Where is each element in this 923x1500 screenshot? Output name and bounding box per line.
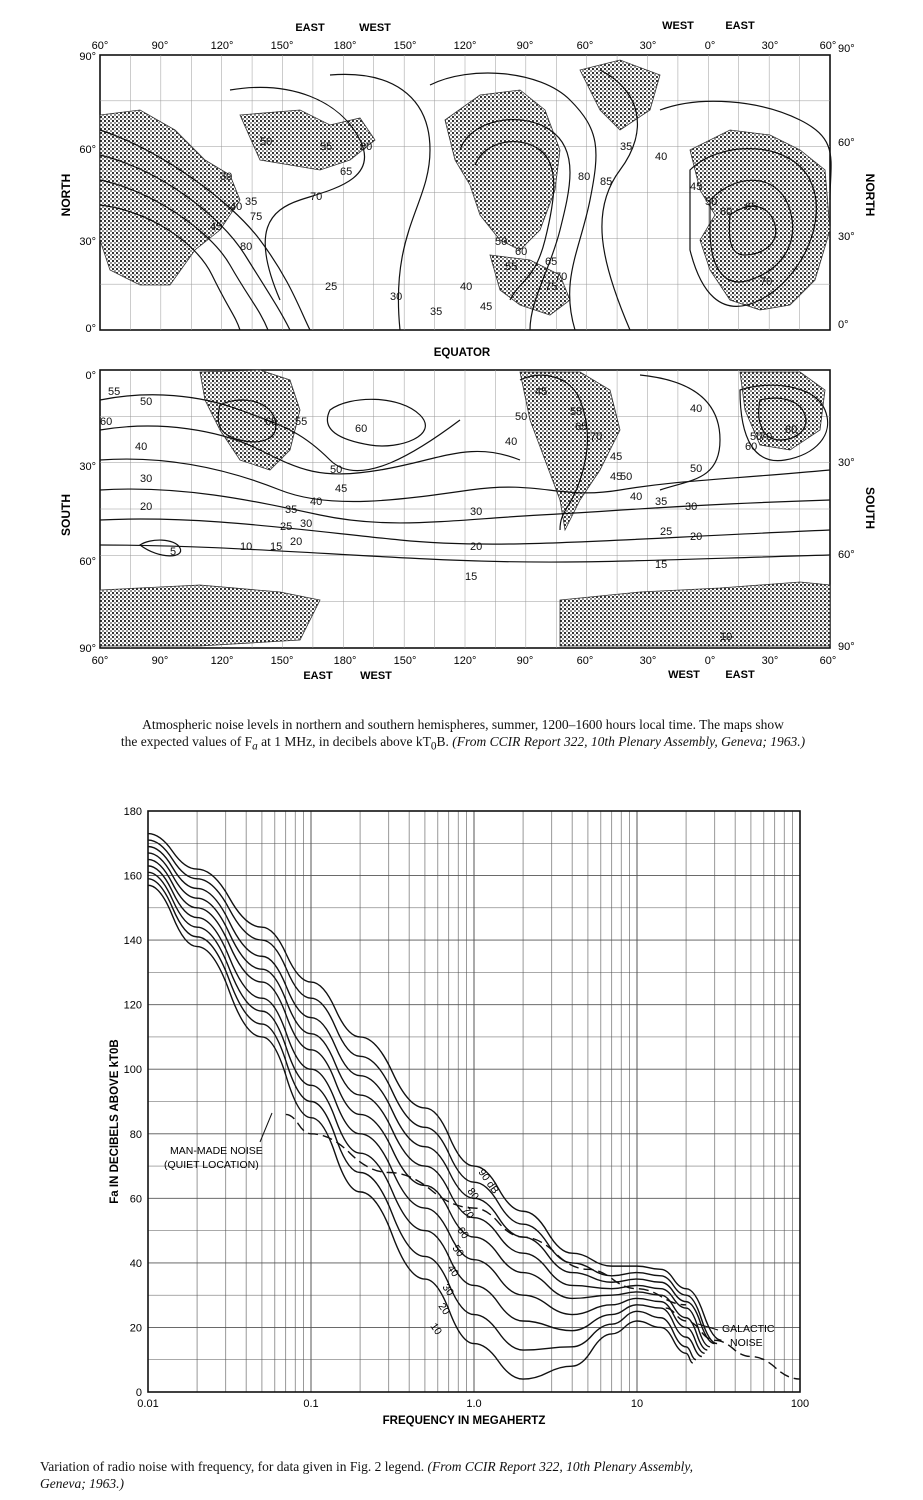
- bottom-longitude-label: 60°: [91, 655, 109, 667]
- north-latitude-label-right: 60°: [838, 137, 855, 149]
- north-label-left: NORTH: [59, 173, 73, 217]
- west-label: WEST: [359, 22, 391, 34]
- south-contour-label: 80: [785, 424, 798, 436]
- chart-caption-line1: Variation of radio noise with frequency, for data given in Fig. 2 legend. (From CCIR Report 322, 10th Plenary Assembly,: [40, 1459, 694, 1474]
- curve-label: 80: [464, 1185, 482, 1203]
- landmass: [100, 110, 243, 285]
- south-contour-label: 15: [270, 541, 283, 553]
- south-contour-label: 30: [140, 473, 153, 485]
- south-label-left: SOUTH: [59, 494, 73, 536]
- south-contour-label: 40: [630, 491, 643, 503]
- south-latitude-label-right: 90°: [838, 641, 855, 653]
- south-contour-label: 45: [535, 386, 548, 398]
- north-contour-label: 40: [655, 151, 668, 163]
- curve-label: 50: [449, 1242, 467, 1260]
- bottom-longitude-label: 90°: [151, 655, 169, 667]
- curve-label: 90 dB: [475, 1166, 502, 1197]
- north-contour-label: 35: [430, 306, 443, 318]
- curve-label: 40: [444, 1262, 462, 1280]
- curve-label: 20: [435, 1300, 453, 1318]
- east-label: EAST: [303, 670, 333, 682]
- top-longitude-label: 30°: [761, 40, 779, 52]
- top-longitude-label: 120°: [453, 40, 477, 52]
- north-label-right: NORTH: [863, 173, 877, 217]
- north-contour-label: 60: [515, 246, 528, 258]
- y-tick-label: 60: [129, 1193, 142, 1206]
- landmass: [100, 585, 320, 646]
- y-tick-label: 140: [123, 935, 142, 948]
- north-contour-label: 75: [545, 281, 558, 293]
- top-longitude-label: 90°: [151, 40, 169, 52]
- north-contour-label: 65: [545, 256, 558, 268]
- bottom-longitude-label: 150°: [270, 655, 294, 667]
- map-caption: [18, 716, 908, 756]
- west-label: WEST: [668, 669, 700, 681]
- top-longitude-label: 30°: [639, 40, 657, 52]
- top-longitude-label: 60°: [91, 40, 109, 52]
- x-tick-label: 0.1: [303, 1398, 319, 1410]
- south-contour-label: 40: [135, 441, 148, 453]
- south-contour-label: 60: [265, 416, 278, 428]
- north-contour-label: 60: [360, 141, 373, 153]
- north-contour-label: 35: [245, 196, 258, 208]
- north-contour-label: 40: [230, 201, 243, 213]
- south-contour-label: 50: [330, 464, 343, 476]
- south-contour-label: 30: [300, 518, 313, 530]
- east-label: EAST: [295, 22, 325, 34]
- south-contour-label: 50: [620, 471, 633, 483]
- north-latitude-label-left: 60°: [79, 144, 96, 156]
- chart-caption-line2: Geneva; 1963.): [40, 1476, 124, 1491]
- y-tick-label: 160: [123, 870, 142, 883]
- curve-label: 70: [459, 1204, 477, 1222]
- south-contour-label: 30: [685, 501, 698, 513]
- south-latitude-label-right: 60°: [838, 549, 855, 561]
- bottom-longitude-label: 150°: [393, 655, 417, 667]
- south-contour-label: 30: [470, 506, 483, 518]
- man-made-noise-annotation-sub: (QUIET LOCATION): [164, 1159, 259, 1171]
- bottom-longitude-label: 90°: [516, 655, 534, 667]
- top-longitude-label: 120°: [210, 40, 234, 52]
- north-contour-label: 80: [578, 171, 591, 183]
- north-latitude-label-left: 90°: [79, 51, 96, 63]
- y-tick-label: 80: [129, 1128, 142, 1141]
- north-contour-label: 80: [240, 241, 253, 253]
- bottom-longitude-label: 60°: [819, 655, 837, 667]
- south-latitude-label-left: 90°: [79, 643, 96, 655]
- curve-label: 10: [427, 1320, 445, 1338]
- east-label: EAST: [725, 669, 755, 681]
- noise-curve-50: [148, 859, 707, 1350]
- chart-caption: [40, 1458, 890, 1492]
- south-contour-label: 40: [690, 403, 703, 415]
- x-tick-label: 100: [790, 1398, 810, 1410]
- noise-contour-line: [327, 399, 425, 446]
- galactic-noise-annotation: GALACTIC: [722, 1323, 775, 1335]
- bottom-longitude-label: 30°: [761, 655, 779, 667]
- north-contour-label: 50: [705, 196, 718, 208]
- x-tick-label: 1.0: [466, 1398, 482, 1410]
- galactic-noise-annotation-sub: NOISE: [730, 1337, 763, 1349]
- curve-label: 30: [439, 1281, 457, 1299]
- south-contour-label: 40: [505, 436, 518, 448]
- south-contour-label: 65: [575, 421, 588, 433]
- north-contour-label: 35: [620, 141, 633, 153]
- noise-contour-line: [330, 74, 430, 330]
- noise-map-svg: [0, 0, 923, 690]
- man-made-noise-line: [286, 1114, 686, 1304]
- equator-label: EQUATOR: [433, 347, 491, 359]
- south-contour-label: 25: [280, 521, 293, 533]
- north-contour-label: 60: [720, 206, 733, 218]
- south-contour-label: 20: [690, 531, 703, 543]
- south-contour-label: 55: [295, 416, 308, 428]
- map-caption-reference: (From CCIR Report 322, 10th Plenary Assembly, Geneva; 1963.): [452, 734, 806, 749]
- map-caption-line2: the expected values of $F_a$ at 1 MHz, in decibels above $kT_0B$. (From CCIR Report 322, 10th Plenary Assembly, Geneva; 1963.): [120, 734, 806, 753]
- south-label-right: SOUTH: [863, 487, 877, 529]
- north-contour-label: 65: [745, 201, 758, 213]
- north-contour-label: 45: [690, 181, 703, 193]
- north-latitude-label-left: 30°: [79, 236, 96, 248]
- south-contour-label: 45: [335, 483, 348, 495]
- south-contour-label: 5: [170, 546, 177, 558]
- south-contour-label: 35: [285, 504, 298, 516]
- bottom-longitude-label: 60°: [576, 655, 594, 667]
- north-latitude-label-right: 0°: [838, 319, 849, 331]
- south-contour-label: 55: [108, 386, 121, 398]
- west-label: WEST: [360, 670, 392, 682]
- y-tick-label: 20: [129, 1322, 142, 1335]
- south-contour-label: 15: [465, 571, 478, 583]
- bottom-longitude-label: 30°: [639, 655, 657, 667]
- south-contour-label: 50: [690, 463, 703, 475]
- y-tick-label: 180: [123, 806, 142, 818]
- noise-curve-90-dB: [148, 834, 722, 1341]
- south-contour-label: 15: [655, 559, 668, 571]
- north-contour-label: 30: [220, 171, 233, 183]
- landmass: [490, 255, 570, 315]
- south-contour-label: 20: [140, 501, 153, 513]
- south-contour-label: 45: [610, 451, 623, 463]
- noise-map-figure: [0, 0, 923, 690]
- south-contour-label: 40: [310, 496, 323, 508]
- north-contour-label: 55: [320, 141, 333, 153]
- landmass: [580, 60, 660, 130]
- south-contour-label: 50: [140, 396, 153, 408]
- x-tick-label: 0.01: [137, 1398, 159, 1410]
- noise-curve-20: [148, 879, 696, 1360]
- south-contour-label: 70: [760, 431, 773, 443]
- north-contour-label: 30: [390, 291, 403, 303]
- top-longitude-label: 150°: [270, 40, 294, 52]
- south-contour-label: 50: [515, 411, 528, 423]
- south-contour-label: 20: [290, 536, 303, 548]
- north-latitude-label-right: 30°: [838, 231, 855, 243]
- south-contour-label: 10: [720, 631, 733, 643]
- south-contour-label: 60: [745, 441, 758, 453]
- south-contour-label: 70: [590, 431, 603, 443]
- landmass: [200, 370, 300, 470]
- bottom-longitude-label: 120°: [453, 655, 477, 667]
- top-longitude-label: 0°: [704, 40, 716, 52]
- y-tick-label: 0: [135, 1387, 142, 1399]
- y-tick-label: 40: [129, 1257, 142, 1270]
- noise-contour-line: [640, 375, 720, 490]
- x-tick-label: 10: [630, 1398, 644, 1410]
- north-contour-label: 70: [760, 276, 773, 288]
- north-contour-label: 75: [250, 211, 263, 223]
- curve-label: 60: [454, 1224, 472, 1242]
- bottom-longitude-label: 180°: [333, 655, 357, 667]
- north-contour-label: 50: [495, 236, 508, 248]
- north-contour-label: 55: [505, 261, 518, 273]
- noise-chart: [0, 790, 923, 1440]
- west-label: WEST: [662, 20, 694, 32]
- bottom-longitude-label: 0°: [704, 655, 716, 667]
- south-contour-label: 45: [610, 471, 623, 483]
- north-latitude-label-right: 90°: [838, 43, 855, 55]
- top-longitude-label: 60°: [576, 40, 594, 52]
- y-axis-label: Fa IN DECIBELS ABOVE kT0B: [109, 1039, 121, 1204]
- south-latitude-label-right: 30°: [838, 457, 855, 469]
- y-tick-label: 120: [123, 999, 142, 1012]
- north-contour-label: 25: [325, 281, 338, 293]
- top-longitude-label: 150°: [393, 40, 417, 52]
- south-contour-label: 10: [240, 541, 253, 553]
- north-latitude-label-left: 0°: [85, 323, 96, 335]
- south-latitude-label-left: 30°: [79, 461, 96, 473]
- south-contour-label: 35: [655, 496, 668, 508]
- noise-curve-80: [148, 840, 717, 1344]
- top-longitude-label: 180°: [333, 40, 357, 52]
- north-contour-label: 45: [210, 221, 223, 233]
- south-contour-label: 55: [570, 406, 583, 418]
- south-contour-label: 60: [355, 423, 368, 435]
- south-contour-label: 20: [470, 541, 483, 553]
- noise-chart-svg: [0, 790, 923, 1440]
- south-latitude-label-left: 60°: [79, 556, 96, 568]
- top-longitude-label: 90°: [516, 40, 534, 52]
- north-contour-label: 45: [480, 301, 493, 313]
- man-made-noise-annotation: MAN-MADE NOISE: [170, 1145, 263, 1157]
- x-axis-label: FREQUENCY IN MEGAHERTZ: [382, 1415, 546, 1427]
- north-contour-label: 70: [310, 191, 323, 203]
- north-contour-label: 70: [555, 271, 568, 283]
- y-tick-label: 100: [123, 1064, 142, 1077]
- south-latitude-label-left: 0°: [85, 370, 96, 382]
- bottom-longitude-label: 120°: [210, 655, 234, 667]
- north-contour-label: 85: [600, 176, 613, 188]
- top-longitude-label: 60°: [819, 40, 837, 52]
- noise-contour-line: [100, 426, 520, 474]
- north-contour-label: 40: [460, 281, 473, 293]
- east-label: EAST: [725, 20, 755, 32]
- landmass: [560, 582, 830, 646]
- landmass: [445, 90, 560, 250]
- map-caption-line1: Atmospheric noise levels in northern and southern hemispheres, summer, 1200–1600 hours local time. The maps show: [142, 717, 784, 732]
- north-contour-label: 65: [340, 166, 353, 178]
- south-contour-label: 50: [750, 431, 763, 443]
- south-contour-label: 60: [100, 416, 113, 428]
- south-contour-label: 25: [660, 526, 673, 538]
- north-contour-label: 50: [260, 136, 273, 148]
